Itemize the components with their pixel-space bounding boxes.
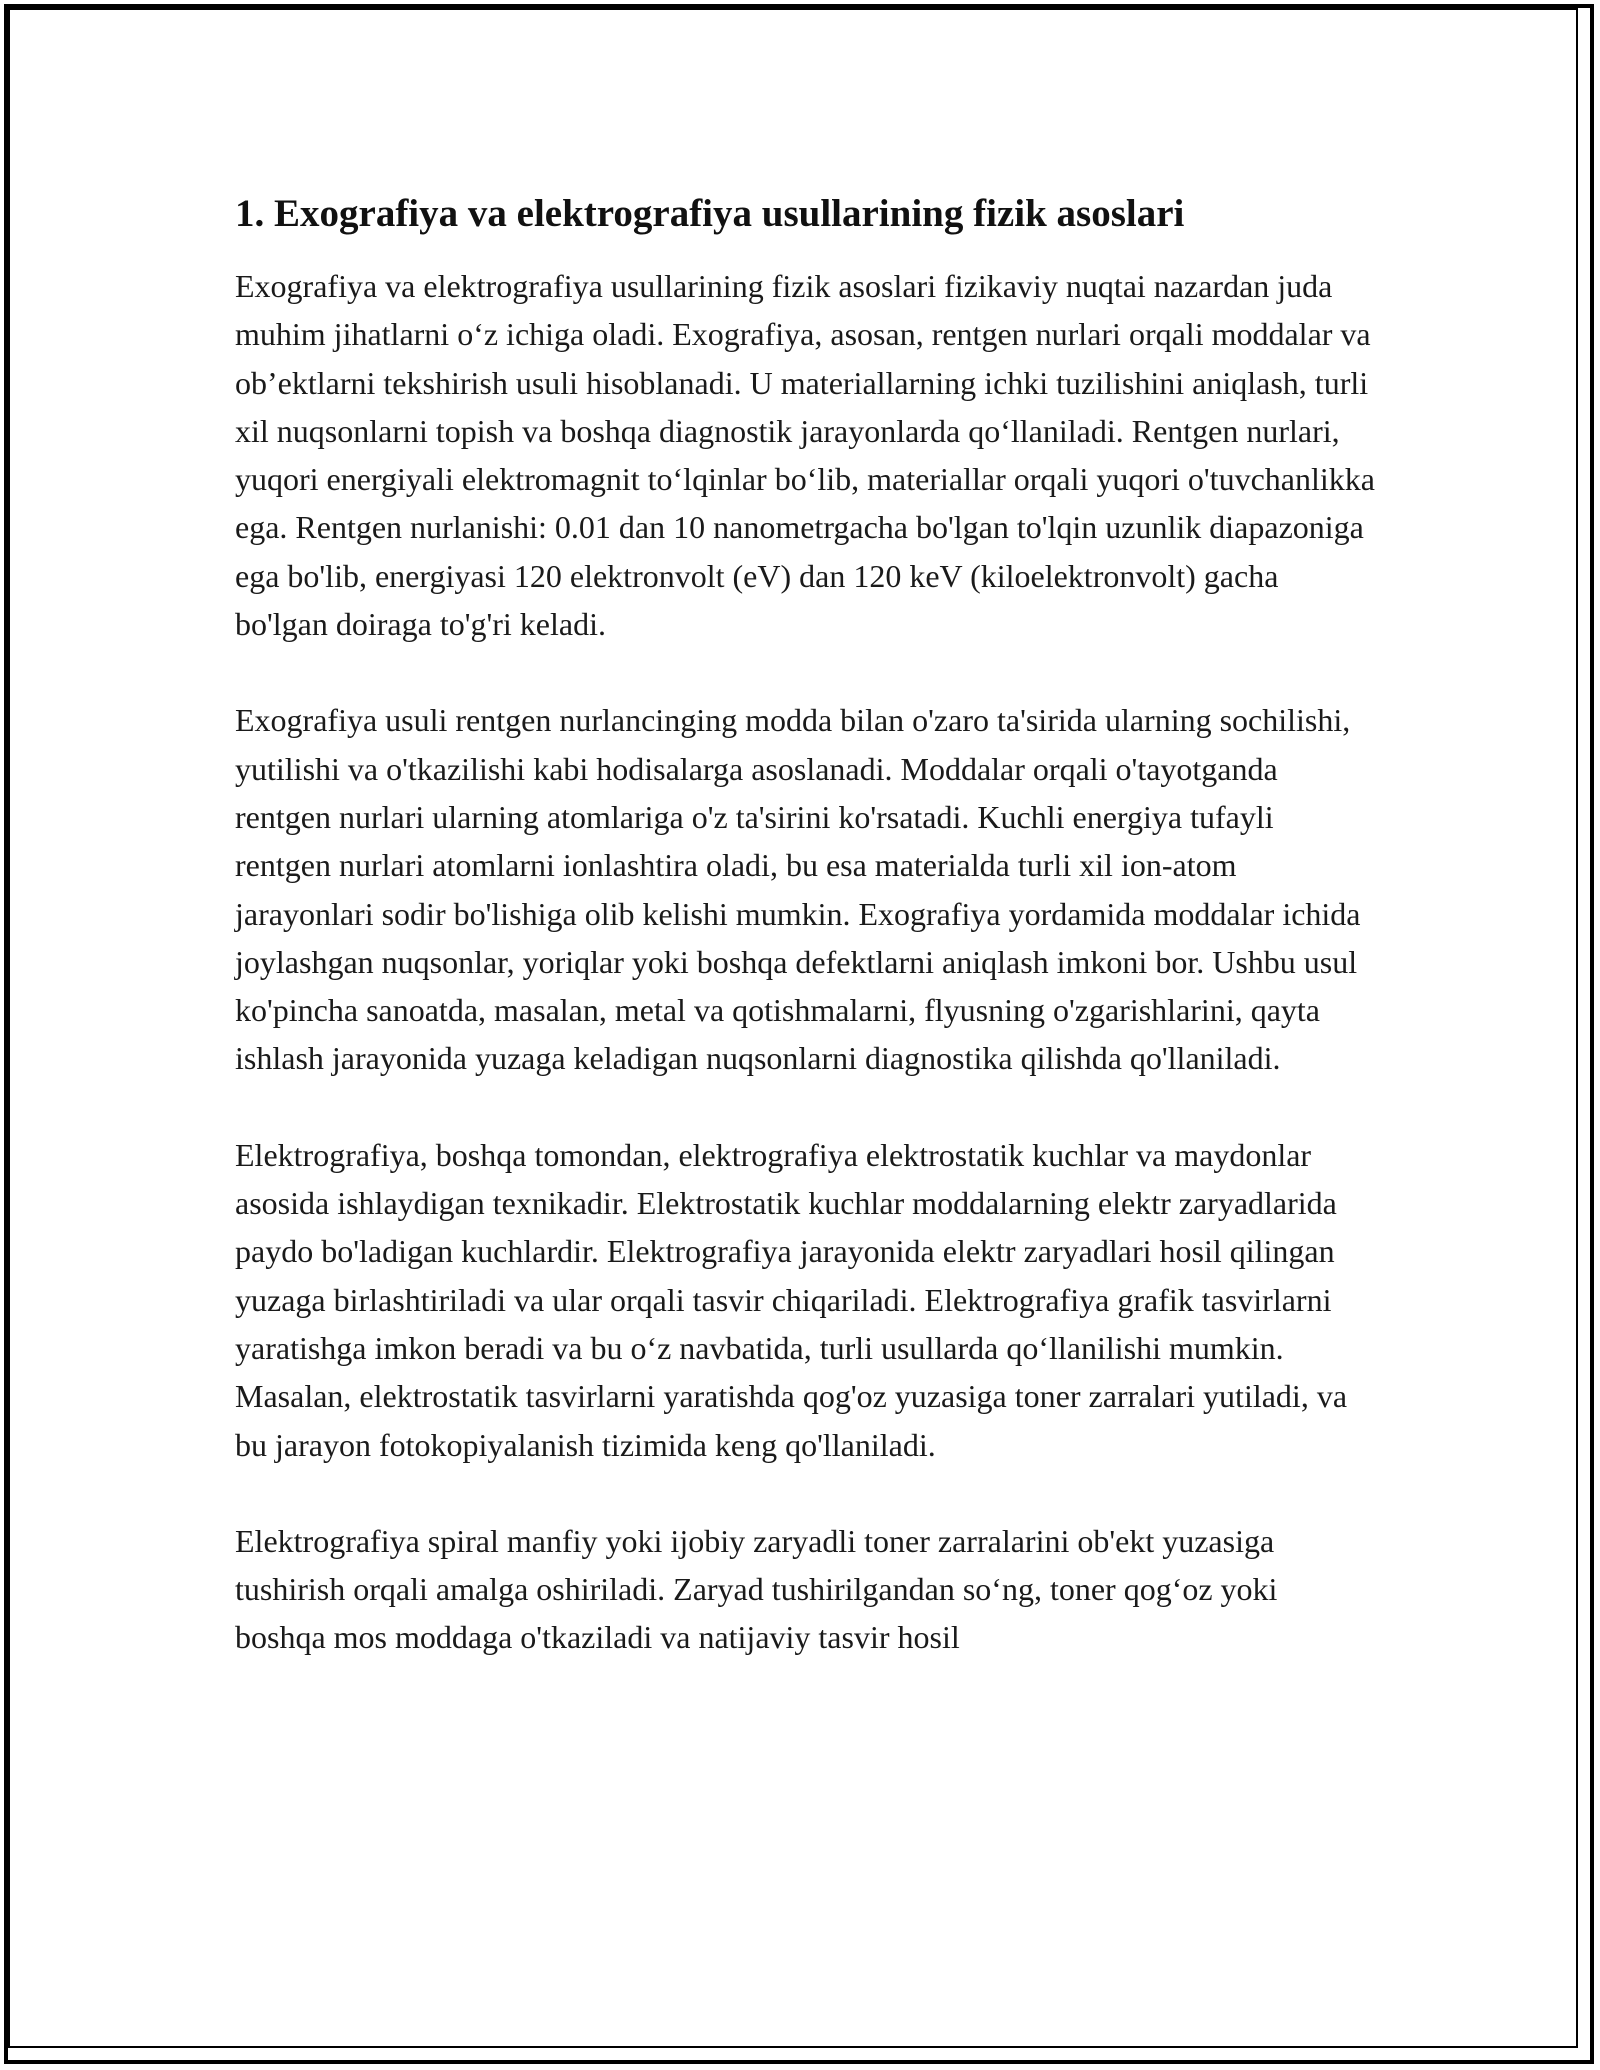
section-heading: 1. Exografiya va elektrografiya usullarining fizik asoslari [235, 192, 1185, 235]
paragraph-1: Exografiya va elektrografiya usullarining fizik asoslari fizikaviy nuqtai nazardan juda muhim jihatlarni o‘z ichiga oladi. Exografiya, asosan, rentgen nurlari orqali moddalar va ob’ektlarni tekshirish usuli hisoblanadi. U materiallarning ichki tuzilishini aniqlash, turli xil nuqsonlarni topish va boshqa diagnostik jarayonlarda qo‘llaniladi. Rentgen nurlari, yuqori energiyali elektromagnit to‘lqinlar bo‘lib, materiallar orqali yuqori o'tuvchanlikka ega. Rentgen nurlanishi: 0.01 dan 10 nanometrgacha bo'lgan to'lqin uzunlik diapazoniga ega bo'lib, energiyasi 120 elektronvolt (eV) dan 120 keV (kiloelektronvolt) gacha bo'lgan doiraga to'g'ri keladi. [235, 268, 1375, 643]
paragraph-2: Exografiya usuli rentgen nurlancinging modda bilan o'zaro ta'sirida ularning sochilishi, yutilishi va o'tkazilishi kabi hodisalarga asoslanadi. Moddalar orqali o'tayotganda rentgen nurlari ularning atomlariga o'z ta'sirini ko'rsatadi. Kuchli energiya tufayli rentgen nurlari atomlarni ionlashtira oladi, bu esa materialda turli xil ion-atom jarayonlari sodir bo'lishiga olib kelishi mumkin. Exografiya yordamida moddalar ichida joylashgan nuqsonlar, yoriqlar yoki boshqa defektlarni aniqlash imkoni bor. Ushbu usul ko'pincha sanoatda, masalan, metal va qotishmalarni, flyusning o'zgarishlarini, qayta ishlash jarayonida yuzaga keladigan nuqsonlarni diagnostika qilishda qo'llaniladi. [235, 702, 1361, 1077]
document-body [235, 186, 1375, 1710]
paragraph-3: Elektrografiya, boshqa tomondan, elektrografiya elektrostatik kuchlar va maydonlar asosida ishlaydigan texnikadir. Elektrostatik kuchlar moddalarning elektr zaryadlarida paydo bo'ladigan kuchlardir. Elektrografiya jarayonida elektr zaryadlari hosil qilingan yuzaga birlashtiriladi va ular orqali tasvir chiqariladi. Elektrografiya grafik tasvirlarni yaratishga imkon beradi va bu o‘z navbatida, turli usullarda qo‘llanilishi mumkin. Masalan, elektrostatik tasvirlarni yaratishda qog'oz yuzasiga toner zarralari yutiladi, va bu jarayon fotokopiyalanish tizimida keng qo'llaniladi. [235, 1136, 1348, 1463]
paragraph-4: Elektrografiya spiral manfiy yoki ijobiy zaryadli toner zarralarini ob'ekt yuzasiga tushirish orqali amalga oshiriladi. Zaryad tushirilgandan so‘ng, toner qog‘oz yoki boshqa mos moddaga o'tkaziladi va natijaviy tasvir hosil [235, 1522, 1278, 1656]
